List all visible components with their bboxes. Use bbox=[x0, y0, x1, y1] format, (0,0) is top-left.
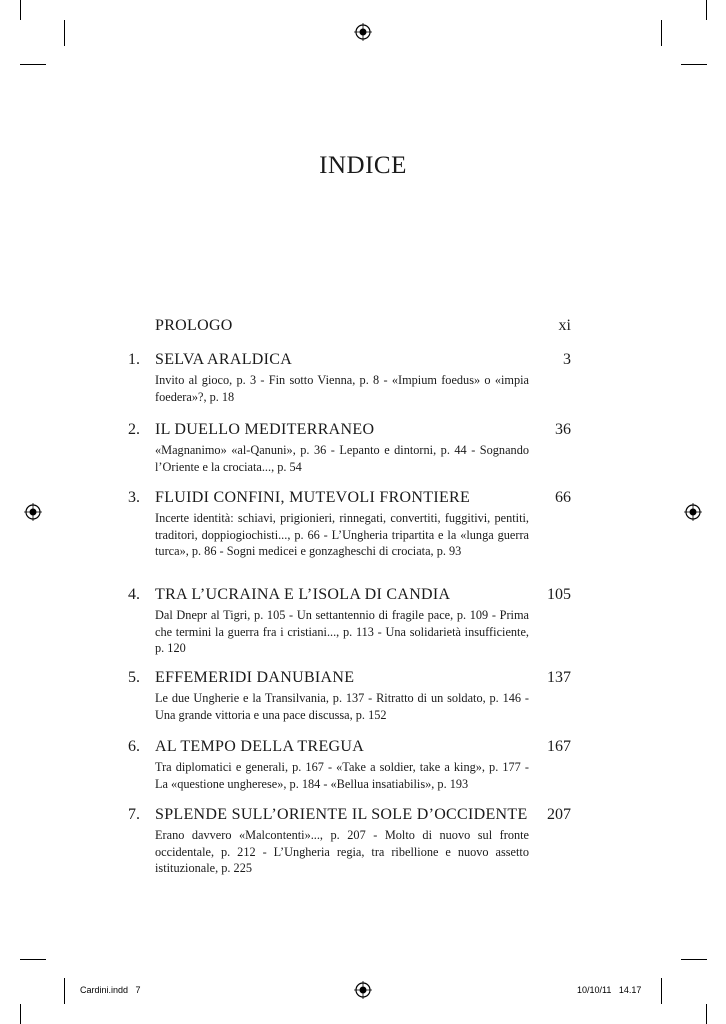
entry-subsections: Le due Ungherie e la Transilvania, p. 137 - Ritratto di un soldato, p. 146 - Una grande vittoria e una pace discussa, p. 152 bbox=[155, 691, 529, 722]
crop-mark-top-right-h bbox=[681, 64, 707, 65]
entry-heading: FLUIDI CONFINI, MUTEVOLI FRONTIERE bbox=[155, 489, 471, 506]
crop-mark-bottom-right-v bbox=[661, 978, 662, 1004]
entry-page: 137 bbox=[547, 669, 571, 686]
registration-mark-icon bbox=[354, 981, 372, 999]
entry-heading: PROLOGO bbox=[155, 317, 233, 334]
entry-heading: EFFEMERIDI DANUBIANE bbox=[155, 669, 355, 686]
entry-heading: SELVA ARALDICA bbox=[155, 351, 293, 368]
entry-heading: SPLENDE SULL’ORIENTE IL SOLE D’OCCIDENTE bbox=[155, 806, 528, 823]
crop-mark-corner-tr bbox=[706, 0, 707, 20]
entry-page: 66 bbox=[555, 489, 571, 506]
registration-mark-icon bbox=[684, 503, 702, 521]
entry-subsections: Tra diplomatici e generali, p. 167 - «Take a soldier, take a king», p. 177 - La «questione ungherese», p. 184 - «Bellua insatiabilis», p. 193 bbox=[155, 760, 529, 791]
entry-page: 167 bbox=[547, 738, 571, 755]
entry-subsections: «Magnanimo» «al-Qanuni», p. 36 - Lepanto e dintorni, p. 44 - Sognando l’Oriente e la crociata..., p. 54 bbox=[155, 443, 529, 474]
entry-page: 36 bbox=[555, 421, 571, 438]
crop-mark-bottom-left-v bbox=[64, 978, 65, 1004]
entry-page: 3 bbox=[563, 351, 571, 368]
crop-mark-top-left-v bbox=[64, 20, 65, 46]
entry-heading: IL DUELLO MEDITERRANEO bbox=[155, 421, 375, 438]
entry-subsections: Dal Dnepr al Tigri, p. 105 - Un settantennio di fragile pace, p. 109 - Prima che termini la guerra fra i cristiani..., p. 113 - Una solidarietà insufficiente, p. 120 bbox=[155, 608, 529, 655]
entry-page: 105 bbox=[547, 586, 571, 603]
crop-mark-corner-br bbox=[706, 1004, 707, 1024]
entry-number: 2. bbox=[128, 421, 140, 438]
entry-subsections: Invito al gioco, p. 3 - Fin sotto Vienna, p. 8 - «Impium foedus» o «impia foedera»?, p. 18 bbox=[155, 373, 529, 404]
entry-number: 4. bbox=[128, 586, 140, 603]
slug-datetime: 10/10/11 14.17 bbox=[577, 985, 642, 995]
crop-mark-bottom-right-h bbox=[681, 959, 707, 960]
entry-page: xi bbox=[558, 317, 571, 334]
crop-mark-corner-bl bbox=[20, 1004, 21, 1024]
entry-number: 7. bbox=[128, 806, 140, 823]
entry-heading: TRA L’UCRAINA E L’ISOLA DI CANDIA bbox=[155, 586, 451, 603]
page-title: INDICE bbox=[319, 152, 407, 179]
entry-number: 1. bbox=[128, 351, 140, 368]
crop-mark-top-left-h bbox=[20, 64, 46, 65]
entry-number: 6. bbox=[128, 738, 140, 755]
entry-number: 5. bbox=[128, 669, 140, 686]
registration-mark-icon bbox=[354, 23, 372, 41]
entry-subsections: Incerte identità: schiavi, prigionieri, rinnegati, convertiti, fuggitivi, pentiti, traditori, doppiogiochisti..., p. 66 - L’Ungheria tripartita e la «lunga guerra turca», p. 86 - Sogni medicei e gonzagheschi di crociata, p. 93 bbox=[155, 511, 529, 558]
crop-mark-corner-tl bbox=[20, 0, 21, 20]
entry-subsections: Erano davvero «Malcontenti»..., p. 207 - Molto di nuovo sul fronte occidentale, p. 212 - L’Ungheria regia, tra ribellione e nuovo assetto istituzionale, p. 225 bbox=[155, 828, 529, 875]
crop-mark-top-right-v bbox=[661, 20, 662, 46]
entry-page: 207 bbox=[547, 806, 571, 823]
registration-mark-icon bbox=[24, 503, 42, 521]
slug-filename: Cardini.indd 7 bbox=[80, 985, 141, 995]
crop-mark-bottom-left-h bbox=[20, 959, 46, 960]
entry-number: 3. bbox=[128, 489, 140, 506]
entry-heading: AL TEMPO DELLA TREGUA bbox=[155, 738, 365, 755]
